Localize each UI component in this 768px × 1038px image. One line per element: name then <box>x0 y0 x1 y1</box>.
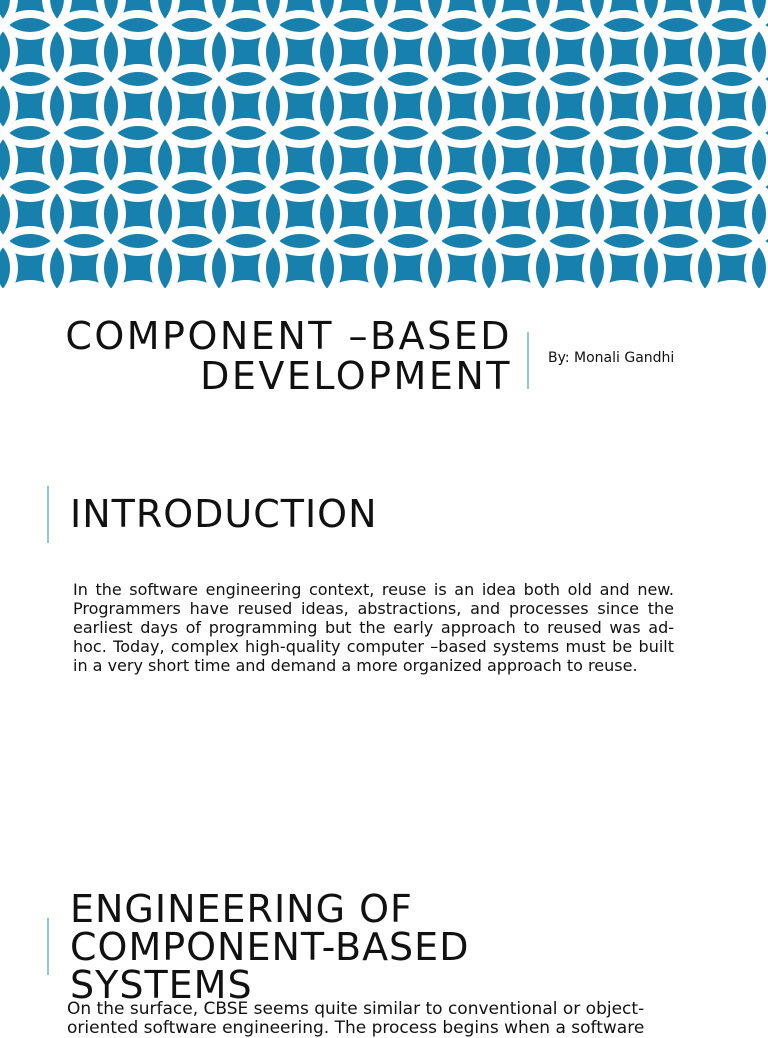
title-line-2: DEVELOPMENT <box>200 354 512 398</box>
engineering-paragraph <box>67 1000 674 1038</box>
presentation-title <box>0 316 512 396</box>
engineering-heading-line-1: ENGINEERING OF <box>70 887 413 931</box>
engineering-heading-line-2: COMPONENT-BASED <box>70 925 470 969</box>
engineering-heading-line-3: SYSTEMS <box>70 963 253 1007</box>
author-byline: By: Monali Gandhi <box>548 350 675 366</box>
engineering-accent-bar <box>47 918 49 975</box>
engineering-line-2: oriented software engineering. The process begins when a software <box>67 1018 645 1038</box>
intro-heading: INTRODUCTION <box>70 492 378 536</box>
intro-accent-bar <box>47 486 49 543</box>
intro-paragraph: In the software engineering context, reuse is an idea both old and new. Programmers have reused ideas, abstractions, and processes since the earliest days of programming but the early approach to reused was ad-hoc. Today, complex high-quality computer –based systems must be built in a very short time and demand a more organized approach to reuse. <box>73 580 674 675</box>
engineering-heading <box>70 887 630 1007</box>
circle-pattern-graphic <box>0 0 768 288</box>
title-divider <box>527 332 529 389</box>
engineering-line-1: On the surface, CBSE seems quite similar to conventional or object- <box>67 999 645 1019</box>
decorative-banner <box>0 0 768 288</box>
title-line-1: COMPONENT –BASED <box>65 314 512 358</box>
